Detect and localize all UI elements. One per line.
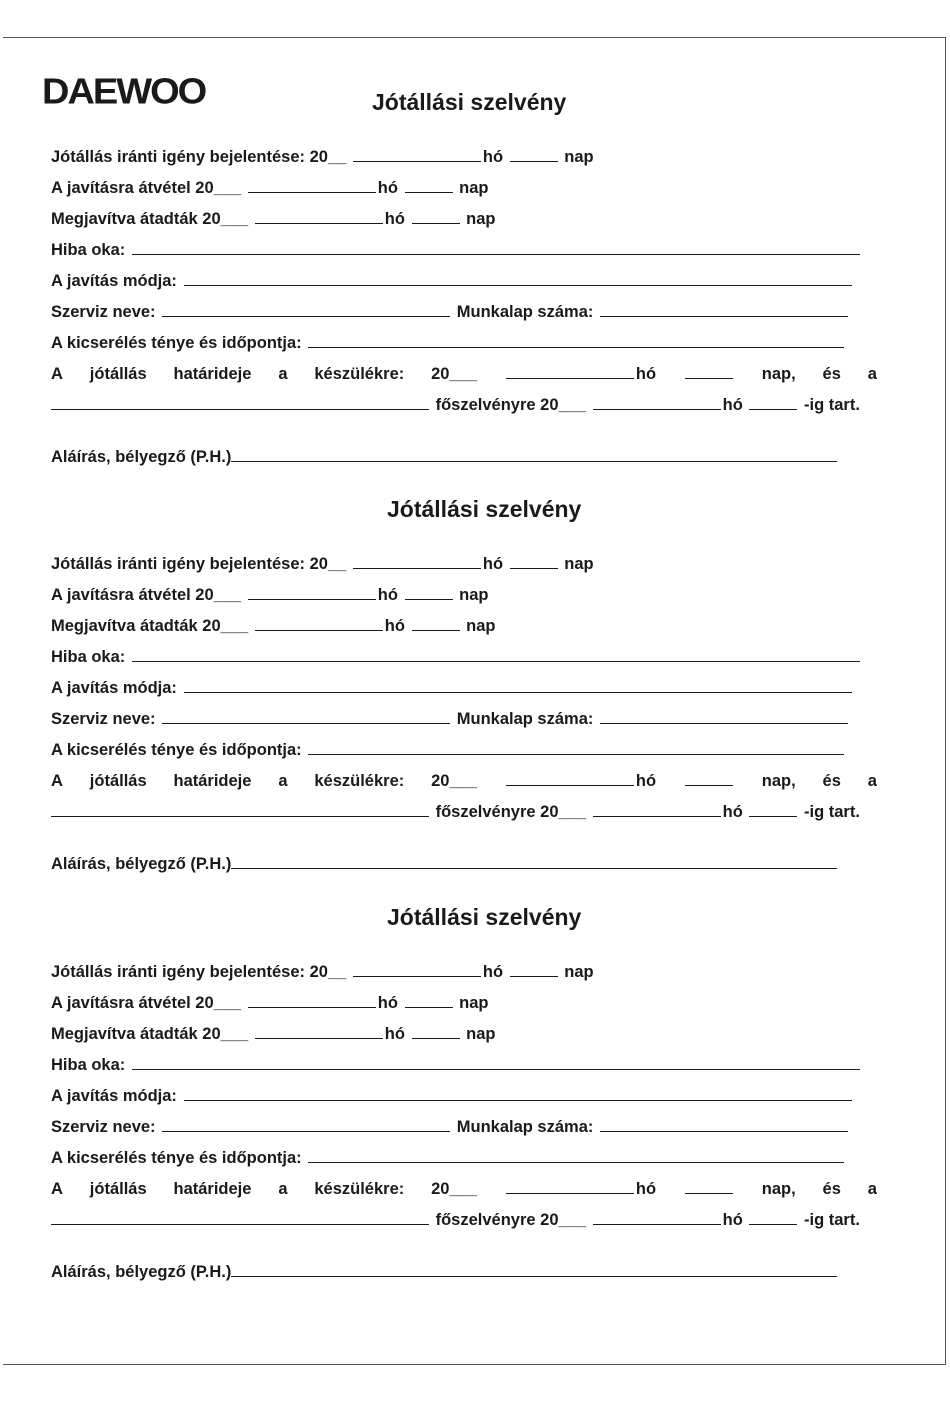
top-border xyxy=(3,37,946,38)
deadline-word: határideje xyxy=(173,772,252,790)
deadline-word: a xyxy=(278,772,288,790)
signature-field[interactable] xyxy=(231,447,837,462)
service-label: Szerviz neve: xyxy=(51,710,156,728)
a-label: a xyxy=(867,772,877,790)
bottom-border xyxy=(3,1364,946,1365)
claim-label: Jótállás iránti igény bejelentése: 20__ xyxy=(51,148,347,166)
nap-label: nap xyxy=(459,179,489,197)
ho-label: hó xyxy=(384,1025,405,1043)
ho-label: hó xyxy=(377,586,398,604)
replacement-label: A kicserélés ténye és időpontja: xyxy=(51,334,302,352)
claim-month-field[interactable] xyxy=(353,962,481,977)
method-label: A javítás módja: xyxy=(51,272,177,290)
worksheet-number-field[interactable] xyxy=(600,709,848,724)
repaired-row xyxy=(51,616,496,636)
deadline-word: határideje xyxy=(173,365,252,383)
a-label: a xyxy=(867,1180,877,1198)
nap-label: nap xyxy=(466,617,496,635)
ho-label: hó xyxy=(482,555,504,573)
replacement-field[interactable] xyxy=(308,740,844,755)
intake-row xyxy=(51,585,488,605)
main-coupon-day-field[interactable] xyxy=(749,1210,797,1225)
intake-day-field[interactable] xyxy=(405,178,453,193)
nap-label: nap xyxy=(466,1025,496,1043)
claim-day-field[interactable] xyxy=(510,147,558,162)
claim-row xyxy=(51,147,594,167)
claim-row xyxy=(51,962,594,982)
replacement-label: A kicserélés ténye és időpontja: xyxy=(51,1149,302,1167)
method-field[interactable] xyxy=(184,271,852,286)
signature-row xyxy=(51,447,839,467)
fault-row xyxy=(51,1055,862,1075)
main-coupon-month-field[interactable] xyxy=(593,802,721,817)
repaired-label: Megjavítva átadták 20___ xyxy=(51,617,249,635)
nap-comma-label: nap, xyxy=(761,772,796,790)
nap-label: nap xyxy=(459,994,489,1012)
nap-label: nap xyxy=(466,210,496,228)
main-coupon-label: főszelvényre 20___ xyxy=(435,396,587,414)
deadline-day-field[interactable] xyxy=(685,771,733,786)
intake-row xyxy=(51,993,488,1013)
fault-label: Hiba oka: xyxy=(51,241,126,259)
repaired-day-field[interactable] xyxy=(412,1024,460,1039)
replacement-label: A kicserélés ténye és időpontja: xyxy=(51,741,302,759)
intake-row xyxy=(51,178,488,198)
fault-field[interactable] xyxy=(132,647,860,662)
ig-tart-label: -ig tart. xyxy=(803,803,860,821)
service-row xyxy=(51,1117,850,1137)
repaired-month-field[interactable] xyxy=(255,1024,383,1039)
claim-label: Jótállás iránti igény bejelentése: 20__ xyxy=(51,963,347,981)
deadline-month-field[interactable] xyxy=(506,1179,634,1194)
replacement-field[interactable] xyxy=(308,1148,844,1163)
main-coupon-month-field[interactable] xyxy=(593,395,721,410)
deadline-word: 20___ xyxy=(431,1180,477,1198)
repaired-row xyxy=(51,209,496,229)
repaired-day-field[interactable] xyxy=(412,209,460,224)
ho-label: hó xyxy=(384,617,405,635)
ho-label: hó xyxy=(635,772,657,790)
method-row xyxy=(51,1086,854,1106)
intake-month-field[interactable] xyxy=(248,585,376,600)
service-name-field[interactable] xyxy=(162,1117,450,1132)
fault-label: Hiba oka: xyxy=(51,648,126,666)
intake-day-field[interactable] xyxy=(405,585,453,600)
intake-label: A javításra átvétel 20___ xyxy=(51,994,242,1012)
worksheet-number-field[interactable] xyxy=(600,302,848,317)
ho-label: hó xyxy=(482,963,504,981)
nap-label: nap xyxy=(459,586,489,604)
nap-comma-label: nap, xyxy=(761,1180,796,1198)
deadline-word: készülékre: xyxy=(314,772,405,790)
intake-day-field[interactable] xyxy=(405,993,453,1008)
main-coupon-month-field[interactable] xyxy=(593,1210,721,1225)
service-name-field[interactable] xyxy=(162,709,450,724)
replacement-field[interactable] xyxy=(308,333,844,348)
deadline-word: 20___ xyxy=(431,365,477,383)
coupon-title: Jótállási szelvény xyxy=(387,496,582,522)
nap-label: nap xyxy=(564,148,594,166)
signature-field[interactable] xyxy=(231,854,837,869)
fault-row xyxy=(51,647,862,667)
deadline-word: határideje xyxy=(173,1180,252,1198)
method-row xyxy=(51,271,854,291)
signature-label: Aláírás, bélyegző (P.H.) xyxy=(51,448,232,466)
claim-month-field[interactable] xyxy=(353,554,481,569)
deadline-word: jótállás xyxy=(89,772,147,790)
method-label: A javítás módja: xyxy=(51,1087,177,1105)
claim-label: Jótállás iránti igény bejelentése: 20__ xyxy=(51,555,347,573)
repaired-month-field[interactable] xyxy=(255,616,383,631)
fault-row xyxy=(51,240,862,260)
worksheet-label: Munkalap száma: xyxy=(456,1118,594,1136)
deadline-row xyxy=(51,1179,877,1199)
deadline-row xyxy=(51,771,877,791)
repaired-month-field[interactable] xyxy=(255,209,383,224)
fault-label: Hiba oka: xyxy=(51,1056,126,1074)
main-coupon-field[interactable] xyxy=(51,802,429,817)
repaired-label: Megjavítva átadták 20___ xyxy=(51,210,249,228)
es-label: és xyxy=(822,772,841,790)
intake-label: A javításra átvétel 20___ xyxy=(51,179,242,197)
signature-field[interactable] xyxy=(231,1262,837,1277)
deadline-word: A xyxy=(51,365,63,383)
ho-label: hó xyxy=(384,210,405,228)
deadline-word: jótállás xyxy=(89,1180,147,1198)
ho-label: hó xyxy=(482,148,504,166)
service-row xyxy=(51,709,850,729)
service-label: Szerviz neve: xyxy=(51,1118,156,1136)
claim-day-field[interactable] xyxy=(510,554,558,569)
intake-month-field[interactable] xyxy=(248,178,376,193)
signature-label: Aláírás, bélyegző (P.H.) xyxy=(51,1263,232,1281)
deadline-month-field[interactable] xyxy=(506,364,634,379)
deadline-day-field[interactable] xyxy=(685,364,733,379)
fault-field[interactable] xyxy=(132,240,860,255)
ho-label: hó xyxy=(377,994,398,1012)
main-coupon-field[interactable] xyxy=(51,1210,429,1225)
deadline-word: a xyxy=(278,365,288,383)
deadline-word: készülékre: xyxy=(314,365,405,383)
signature-row xyxy=(51,854,839,874)
deadline-word: 20___ xyxy=(431,772,477,790)
deadline-row xyxy=(51,364,877,384)
main-coupon-label: főszelvényre 20___ xyxy=(435,803,587,821)
deadline-word: jótállás xyxy=(89,365,147,383)
method-field[interactable] xyxy=(184,1086,852,1101)
replacement-row xyxy=(51,740,846,760)
es-label: és xyxy=(822,1180,841,1198)
ho-label: hó xyxy=(722,396,743,414)
signature-label: Aláírás, bélyegző (P.H.) xyxy=(51,855,232,873)
ig-tart-label: -ig tart. xyxy=(803,396,860,414)
main-coupon-row xyxy=(51,1210,860,1230)
worksheet-label: Munkalap száma: xyxy=(456,710,594,728)
main-coupon-day-field[interactable] xyxy=(749,395,797,410)
deadline-word: A xyxy=(51,1180,63,1198)
deadline-month-field[interactable] xyxy=(506,771,634,786)
daewoo-logo: DAEWOO xyxy=(42,72,206,112)
claim-row xyxy=(51,554,594,574)
service-label: Szerviz neve: xyxy=(51,303,156,321)
repaired-day-field[interactable] xyxy=(412,616,460,631)
method-label: A javítás módja: xyxy=(51,679,177,697)
worksheet-number-field[interactable] xyxy=(600,1117,848,1132)
method-row xyxy=(51,678,854,698)
replacement-row xyxy=(51,1148,846,1168)
signature-row xyxy=(51,1262,839,1282)
ho-label: hó xyxy=(722,803,743,821)
es-label: és xyxy=(822,365,841,383)
repaired-label: Megjavítva átadták 20___ xyxy=(51,1025,249,1043)
repaired-row xyxy=(51,1024,496,1044)
ig-tart-label: -ig tart. xyxy=(803,1211,860,1229)
ho-label: hó xyxy=(377,179,398,197)
main-coupon-field[interactable] xyxy=(51,395,429,410)
service-name-field[interactable] xyxy=(162,302,450,317)
replacement-row xyxy=(51,333,846,353)
main-coupon-row xyxy=(51,395,860,415)
deadline-word: készülékre: xyxy=(314,1180,405,1198)
deadline-word: A xyxy=(51,772,63,790)
a-label: a xyxy=(867,365,877,383)
main-coupon-day-field[interactable] xyxy=(749,802,797,817)
main-coupon-label: főszelvényre 20___ xyxy=(435,1211,587,1229)
worksheet-label: Munkalap száma: xyxy=(456,303,594,321)
coupon-title: Jótállási szelvény xyxy=(387,904,582,930)
claim-month-field[interactable] xyxy=(353,147,481,162)
fault-field[interactable] xyxy=(132,1055,860,1070)
intake-month-field[interactable] xyxy=(248,993,376,1008)
warranty-coupon-3 xyxy=(0,904,950,1316)
nap-comma-label: nap, xyxy=(761,365,796,383)
method-field[interactable] xyxy=(184,678,852,693)
intake-label: A javításra átvétel 20___ xyxy=(51,586,242,604)
deadline-day-field[interactable] xyxy=(685,1179,733,1194)
warranty-coupon-2 xyxy=(0,496,950,908)
coupon-title: Jótállási szelvény xyxy=(372,89,567,115)
nap-label: nap xyxy=(564,963,594,981)
ho-label: hó xyxy=(635,365,657,383)
ho-label: hó xyxy=(635,1180,657,1198)
main-coupon-row xyxy=(51,802,860,822)
deadline-word: a xyxy=(278,1180,288,1198)
service-row xyxy=(51,302,850,322)
nap-label: nap xyxy=(564,555,594,573)
claim-day-field[interactable] xyxy=(510,962,558,977)
ho-label: hó xyxy=(722,1211,743,1229)
